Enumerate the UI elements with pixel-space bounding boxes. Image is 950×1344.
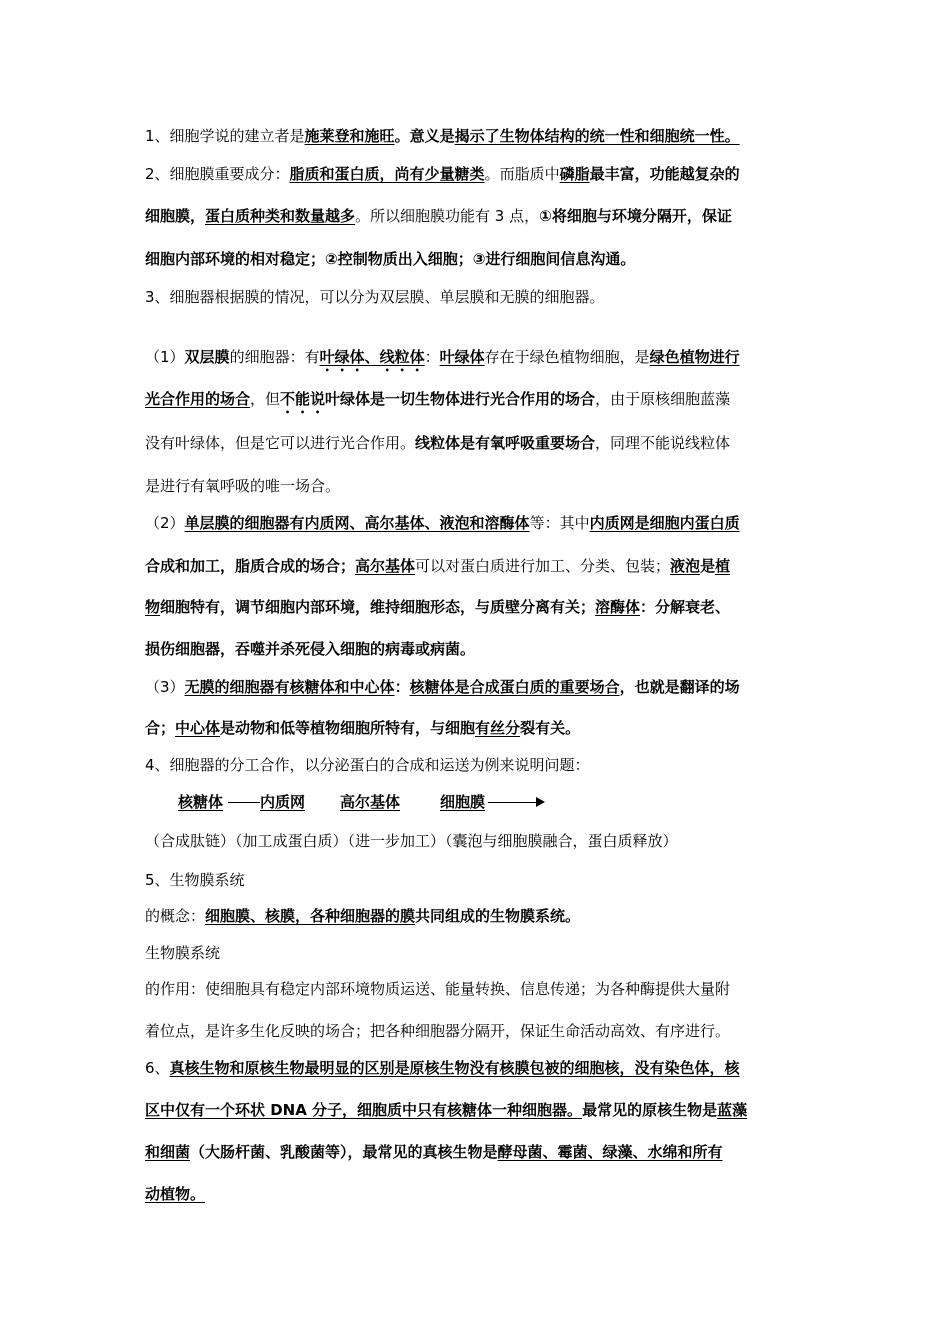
- text-segment: （1）: [145, 348, 185, 366]
- text-line-l6: [145, 347, 815, 375]
- text-segment: 细胞特有，调节细胞内部环境，维持细胞形态，与质壁分离有关；: [160, 598, 596, 616]
- text-segment: 施莱登和施旺: [304, 127, 395, 145]
- text-segment: 最丰富，功能越复杂的: [589, 165, 740, 183]
- text-segment: 脂质和蛋白质，尚有少量糖类: [289, 165, 485, 183]
- text-segment: 线粒体是有氧呼吸重要场合: [415, 434, 596, 452]
- text-segment: 绿色植物进行: [649, 348, 740, 366]
- text-segment: 液泡: [670, 557, 701, 575]
- text-line-l4: [145, 249, 815, 269]
- text-segment: 揭示了生物体结构的统一性和细胞统一性。: [454, 127, 740, 145]
- text-segment: ，同理不能说线粒体: [595, 434, 731, 452]
- text-line-l17: [145, 831, 815, 851]
- text-segment: 的细胞器：有: [229, 348, 320, 366]
- text-segment: 酵母菌、霉菌、绿藻、水绵和所有: [497, 1143, 723, 1161]
- text-segment: 2、细胞膜重要成分：: [145, 165, 290, 183]
- text-segment: ：: [394, 678, 410, 696]
- text-segment: 和细菌: [145, 1143, 191, 1161]
- text-segment: 可以对蛋白质进行加工、分类、包装；: [415, 557, 671, 575]
- text-line-l2: [145, 164, 815, 184]
- text-line-l23: [145, 1058, 815, 1078]
- text-segment: 叶绿体是一切生物体进行光合作用的场合: [325, 390, 596, 408]
- text-segment: ，也就是翻译的场: [619, 678, 740, 696]
- text-segment: ，由于原核细胞蓝藻: [595, 390, 731, 408]
- text-line-l20: [145, 943, 815, 963]
- text-line-l3: [145, 206, 815, 226]
- text-segment: 核糖体是合成蛋白质的重要场合: [409, 678, 620, 696]
- text-segment: 裂有关。: [520, 719, 581, 737]
- text-line-l19: [145, 906, 815, 926]
- text-line-l16: [145, 755, 815, 775]
- text-segment: 蓝藻: [717, 1101, 748, 1119]
- text-line-l7: [145, 389, 815, 417]
- text-line-l21: [145, 979, 815, 999]
- text-segment: 是进行有氧呼吸的唯一场合。: [145, 477, 341, 495]
- text-segment: 光合作用的场合: [145, 390, 251, 408]
- text-segment: 。意义是: [394, 127, 455, 145]
- text-line-l26: [145, 1184, 815, 1204]
- text-line-l12: [145, 597, 815, 617]
- text-line-l25: [145, 1142, 815, 1162]
- text-line-l5: [145, 287, 815, 307]
- text-segment: 物: [145, 598, 161, 616]
- text-segment: 着位点，是许多生化反映的场合；把各种细胞器分隔开，保证生命活动高效、有序进行。: [145, 1022, 731, 1040]
- text-segment: 无膜的细胞器有核糖体和中心体: [184, 678, 395, 696]
- text-segment: 内质网是细胞内蛋白质: [589, 514, 740, 532]
- text-line-l9: [145, 476, 815, 496]
- text-segment: 5、生物膜系统: [145, 871, 245, 889]
- text-segment: 最常见的原核生物是: [582, 1101, 718, 1119]
- text-segment: 蛋白质种类和数量越多: [205, 207, 356, 225]
- text-segment: 细胞膜、核膜，各种细胞器的膜: [205, 907, 416, 925]
- text-segment: 磷脂: [559, 165, 590, 183]
- text-segment: 区中仅有一个环状 DNA 分子，细胞质中只有核糖体一种细胞器。: [145, 1101, 583, 1119]
- text-segment: 生物膜系统: [145, 944, 221, 962]
- protein-flow-diagram: [178, 792, 578, 814]
- text-segment: 有丝分: [475, 719, 521, 737]
- text-segment: 没有叶绿体，但是它可以进行光合作用。: [145, 434, 416, 452]
- flow-ribosome: 核糖体: [178, 793, 224, 811]
- text-segment: 植: [715, 557, 731, 575]
- text-segment: 是: [700, 557, 716, 575]
- flow-golgi: 高尔基体: [340, 793, 401, 811]
- text-segment: （合成肽链）（加工成蛋白质）（进一步加工）（囊泡与细胞膜融合，蛋白质释放）: [145, 832, 678, 850]
- flow-arrow-line: [488, 802, 538, 803]
- text-segment: 不能说: [280, 390, 326, 408]
- text-line-l13: [145, 639, 815, 659]
- text-segment: 细胞内部环境的相对稳定；②控制物质出入细胞；③进行细胞间信息沟通。: [145, 250, 636, 268]
- text-segment: 损伤细胞器，吞噬并杀死侵入细胞的病毒或病菌。: [145, 640, 476, 658]
- flow-arrow-head-icon: [536, 797, 545, 807]
- text-segment: 溶酶体: [595, 598, 641, 616]
- text-segment: 。所以细胞膜功能有 3 点，: [355, 207, 540, 225]
- text-segment: （大肠杆菌、乳酸菌等），最常见的真核生物是: [190, 1143, 498, 1161]
- text-segment: 1、细胞学说的建立者是: [145, 127, 305, 145]
- text-segment: 存在于绿色植物细胞，是: [484, 348, 650, 366]
- text-segment: 真核生物和原核生物最明显的区别是原核生物没有核膜包被的细胞核，没有染色体，核: [169, 1059, 740, 1077]
- text-segment: 单层膜的细胞器有内质网、高尔基体、液泡和溶酶体: [184, 514, 530, 532]
- text-line-l8: [145, 433, 815, 453]
- text-segment: 的概念：: [145, 907, 206, 925]
- text-segment: 合；: [145, 719, 176, 737]
- text-segment: 细胞膜，: [145, 207, 206, 225]
- text-segment: 等：其中: [529, 514, 590, 532]
- text-segment: 合成和加工，脂质合成的场合；: [145, 557, 356, 575]
- text-line-l11: [145, 556, 815, 576]
- text-line-l24: [145, 1100, 815, 1120]
- text-segment: ：: [424, 348, 440, 366]
- text-segment: 动植物。: [145, 1185, 206, 1203]
- text-segment: 高尔基体: [355, 557, 416, 575]
- text-segment: 3、细胞器根据膜的情况，可以分为双层膜、单层膜和无膜的细胞器。: [145, 288, 605, 306]
- text-segment: （2）: [145, 514, 185, 532]
- text-segment: 4、细胞器的分工合作，以分泌蛋白的合成和运送为例来说明问题：: [145, 756, 590, 774]
- flow-er: 内质网: [260, 793, 306, 811]
- flow-connector-line: [228, 802, 260, 803]
- text-segment: 中心体: [175, 719, 221, 737]
- text-segment: ，但: [250, 390, 281, 408]
- text-segment: 。而脂质中: [484, 165, 560, 183]
- text-line-l14: [145, 677, 815, 697]
- text-segment: （3）: [145, 678, 185, 696]
- text-segment: ：分解衰老、: [640, 598, 731, 616]
- text-line-l18: [145, 870, 815, 890]
- text-line-l1: [145, 126, 815, 146]
- text-segment: 是动物和低等植物细胞所特有，与细胞: [220, 719, 476, 737]
- text-segment: 叶绿体、线粒体: [319, 348, 425, 366]
- text-segment: ①将细胞与环境分隔开，保证: [539, 207, 732, 225]
- text-segment: 共同组成的生物膜系统。: [415, 907, 581, 925]
- text-line-l10: [145, 513, 815, 533]
- text-line-l15: [145, 718, 815, 738]
- text-line-l22: [145, 1021, 815, 1041]
- text-segment: 双层膜: [184, 348, 230, 366]
- text-segment: 6、: [145, 1059, 170, 1077]
- text-segment: 的作用：使细胞具有稳定内部环境物质运送、能量转换、信息传递；为各种酶提供大量附: [145, 980, 731, 998]
- flow-membrane: 细胞膜: [440, 793, 486, 811]
- text-segment: 叶绿体: [439, 348, 485, 366]
